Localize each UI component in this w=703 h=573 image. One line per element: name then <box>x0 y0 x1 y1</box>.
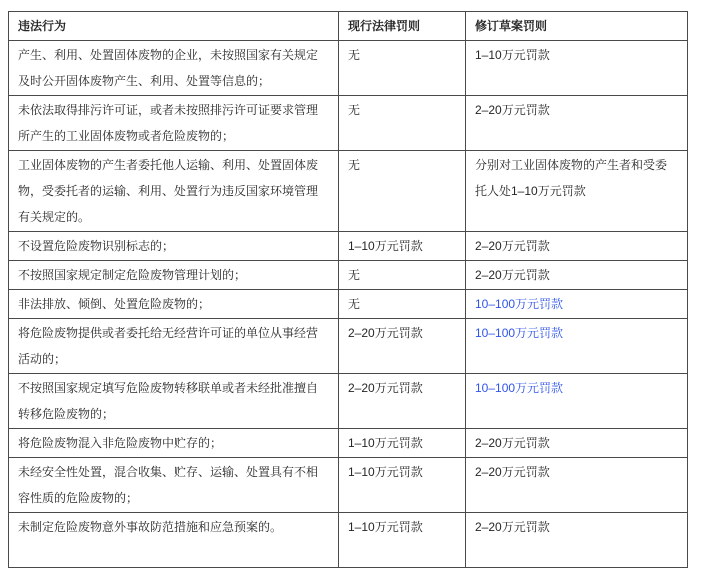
violation-cell: 不按照国家规定填写危险废物转移联单或者未经批准擅自转移危险废物的； <box>9 374 339 429</box>
revised-cell: 2–20万元罚款 <box>466 513 688 568</box>
violation-cell: 非法排放、倾倒、处置危险废物的； <box>9 290 339 319</box>
table-row <box>9 96 688 151</box>
table-header <box>9 12 688 41</box>
table-row <box>9 232 688 261</box>
revised-cell: 2–20万元罚款 <box>466 96 688 151</box>
table-row <box>9 429 688 458</box>
current-cell: 无 <box>339 151 466 232</box>
current-cell: 1–10万元罚款 <box>339 429 466 458</box>
violation-cell: 工业固体废物的产生者委托他人运输、利用、处置固体废物，受委托者的运输、利用、处置行为违反国家环境管理有关规定的。 <box>9 151 339 232</box>
revised-cell: 2–20万元罚款 <box>466 261 688 290</box>
table-row <box>9 374 688 429</box>
revised-cell: 2–20万元罚款 <box>466 232 688 261</box>
current-cell: 无 <box>339 41 466 96</box>
penalty-comparison-table <box>8 11 688 568</box>
current-cell: 无 <box>339 96 466 151</box>
table-row <box>9 458 688 513</box>
revised-cell: 1–10万元罚款 <box>466 41 688 96</box>
revised-cell: 分别对工业固体废物的产生者和受委托人处1–10万元罚款 <box>466 151 688 232</box>
violation-cell: 不按照国家规定制定危险废物管理计划的； <box>9 261 339 290</box>
violation-cell: 产生、利用、处置固体废物的企业，未按照国家有关规定及时公开固体废物产生、利用、处置等信息的； <box>9 41 339 96</box>
violation-cell: 未制定危险废物意外事故防范措施和应急预案的。 <box>9 513 339 568</box>
column-header-violation: 违法行为 <box>9 12 339 41</box>
violation-cell: 不设置危险废物识别标志的； <box>9 232 339 261</box>
current-cell: 无 <box>339 261 466 290</box>
column-header-revised-penalty: 修订草案罚则 <box>466 12 688 41</box>
table-row <box>9 41 688 96</box>
current-cell: 1–10万元罚款 <box>339 232 466 261</box>
table-row <box>9 513 688 568</box>
current-cell: 2–20万元罚款 <box>339 374 466 429</box>
current-cell: 1–10万元罚款 <box>339 458 466 513</box>
table-row <box>9 261 688 290</box>
violation-cell: 将危险废物提供或者委托给无经营许可证的单位从事经营活动的； <box>9 319 339 374</box>
violation-cell: 将危险废物混入非危险废物中贮存的； <box>9 429 339 458</box>
table-row <box>9 319 688 374</box>
table-body <box>9 41 688 568</box>
header-row <box>9 12 688 41</box>
table-row <box>9 151 688 232</box>
revised-cell: 2–20万元罚款 <box>466 458 688 513</box>
current-cell: 2–20万元罚款 <box>339 319 466 374</box>
revised-cell: 10–100万元罚款 <box>466 319 688 374</box>
revised-cell: 2–20万元罚款 <box>466 429 688 458</box>
column-header-current-penalty: 现行法律罚则 <box>339 12 466 41</box>
violation-cell: 未依法取得排污许可证，或者未按照排污许可证要求管理所产生的工业固体废物或者危险废物的； <box>9 96 339 151</box>
revised-cell: 10–100万元罚款 <box>466 290 688 319</box>
current-cell: 1–10万元罚款 <box>339 513 466 568</box>
revised-cell: 10–100万元罚款 <box>466 374 688 429</box>
table-row <box>9 290 688 319</box>
current-cell: 无 <box>339 290 466 319</box>
violation-cell: 未经安全性处置，混合收集、贮存、运输、处置具有不相容性质的危险废物的； <box>9 458 339 513</box>
